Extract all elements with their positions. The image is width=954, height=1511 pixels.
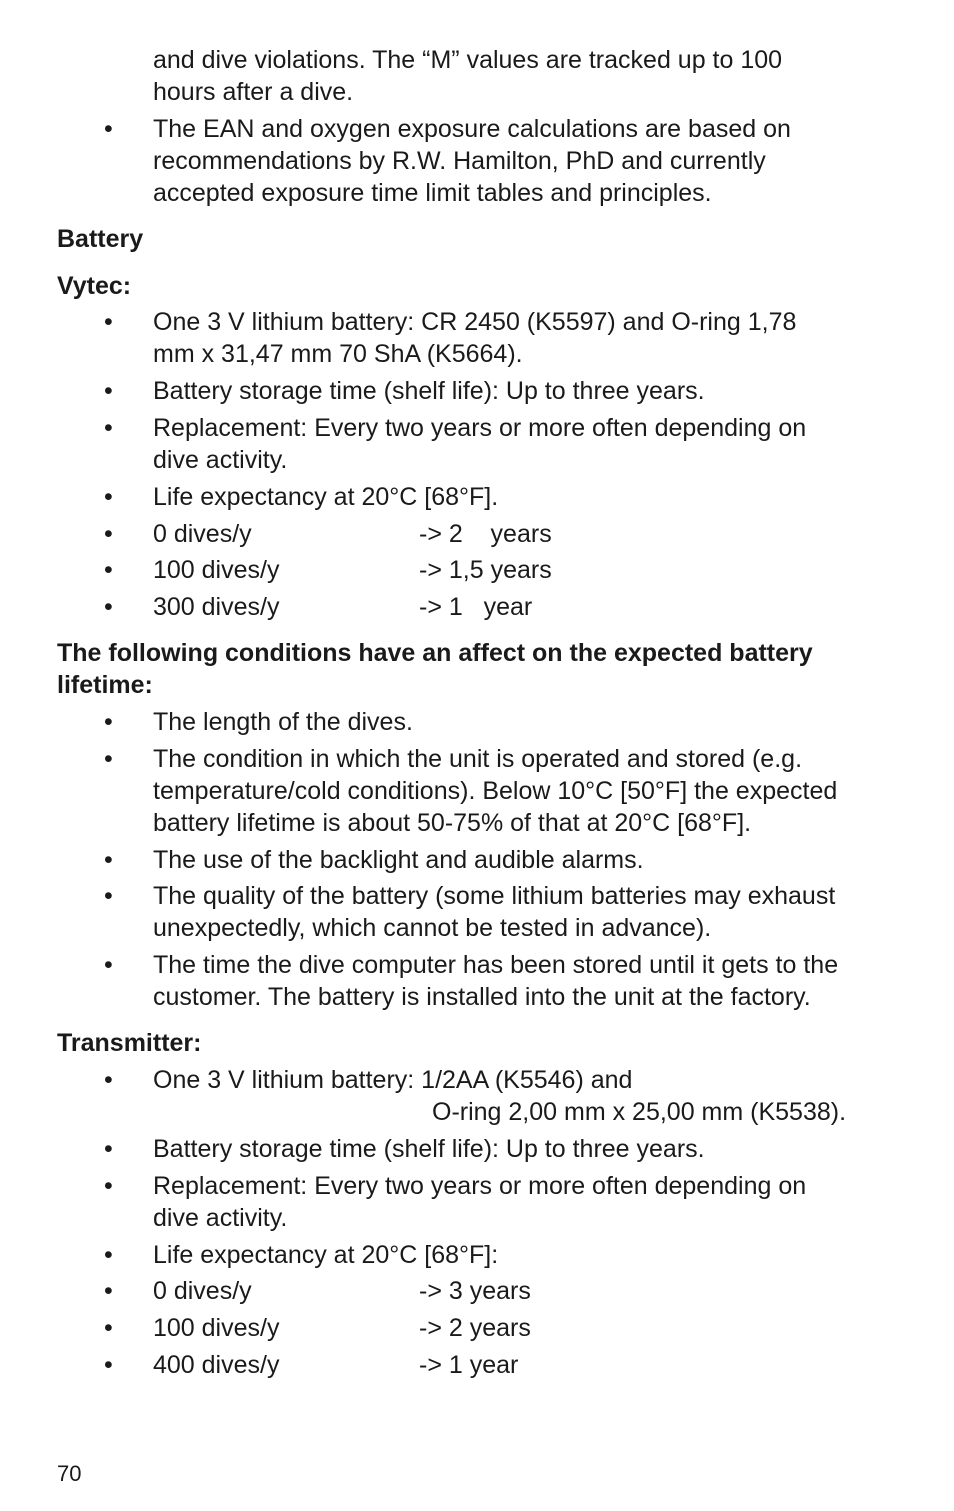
dives-per-year: 100 dives/y	[153, 1314, 280, 1342]
bullet-icon: •	[104, 414, 113, 442]
bullet-icon: •	[104, 745, 113, 773]
bullet-icon: •	[104, 593, 113, 621]
page-number: 70	[57, 1461, 82, 1486]
bullet-icon: •	[104, 951, 113, 979]
list-item-text: The time the dive computer has been stored until it gets to the	[153, 951, 839, 979]
list-item-text: O-ring 2,00 mm x 25,00 mm (K5538).	[432, 1098, 847, 1126]
list-item-text: The EAN and oxygen exposure calculations are based on	[153, 115, 791, 143]
intro-text: hours after a dive.	[153, 78, 354, 106]
list-item-text: The quality of the battery (some lithium batteries may exhaust	[153, 882, 836, 910]
bullet-icon: •	[104, 1066, 113, 1094]
list-item-text: unexpectedly, which cannot be tested in advance).	[153, 914, 712, 942]
list-item-text: Life expectancy at 20°C [68°F].	[153, 483, 499, 511]
conditions-heading: lifetime:	[57, 671, 153, 699]
bullet-icon: •	[104, 556, 113, 584]
list-item-text: Life expectancy at 20°C [68°F]:	[153, 1241, 499, 1269]
list-item-text: One 3 V lithium battery: 1/2AA (K5546) and	[153, 1066, 633, 1094]
bullet-icon: •	[104, 377, 113, 405]
life-years: -> 1 year	[419, 593, 533, 621]
list-item-text: mm x 31,47 mm 70 ShA (K5664).	[153, 340, 523, 368]
bullet-icon: •	[104, 1241, 113, 1269]
bullet-icon: •	[104, 520, 113, 548]
list-item-text: accepted exposure time limit tables and principles.	[153, 179, 712, 207]
list-item-text: The condition in which the unit is operated and stored (e.g.	[153, 745, 803, 773]
conditions-heading: The following conditions have an affect on the expected battery	[57, 639, 813, 667]
bullet-icon: •	[104, 1351, 113, 1379]
list-item-text: The length of the dives.	[153, 708, 413, 736]
bullet-icon: •	[104, 115, 113, 143]
life-years: -> 1 year	[419, 1351, 519, 1379]
subheading-vytec: Vytec:	[57, 272, 132, 300]
bullet-icon: •	[104, 708, 113, 736]
dives-per-year: 400 dives/y	[153, 1351, 280, 1379]
list-item-text: dive activity.	[153, 446, 288, 474]
bullet-icon: •	[104, 483, 113, 511]
list-item-text: recommendations by R.W. Hamilton, PhD and currently	[153, 147, 766, 175]
list-item-text: Replacement: Every two years or more often depending on	[153, 1172, 807, 1200]
section-heading-battery: Battery	[57, 225, 144, 253]
subheading-transmitter: Transmitter:	[57, 1029, 202, 1057]
dives-per-year: 100 dives/y	[153, 556, 280, 584]
intro-text: and dive violations. The “M” values are tracked up to 100	[153, 46, 783, 74]
bullet-icon: •	[104, 882, 113, 910]
list-item-text: temperature/cold conditions). Below 10°C [50°F] the expected	[153, 777, 838, 805]
list-item-text: battery lifetime is about 50-75% of that at 20°C [68°F].	[153, 809, 752, 837]
bullet-icon: •	[104, 1277, 113, 1305]
life-years: -> 1,5 years	[419, 556, 552, 584]
dives-per-year: 0 dives/y	[153, 520, 252, 548]
bullet-icon: •	[104, 1172, 113, 1200]
list-item-text: Replacement: Every two years or more often depending on	[153, 414, 807, 442]
life-years: -> 3 years	[419, 1277, 531, 1305]
list-item-text: The use of the backlight and audible alarms.	[153, 846, 644, 874]
life-years: -> 2 years	[419, 520, 552, 548]
dives-per-year: 0 dives/y	[153, 1277, 252, 1305]
list-item-text: Battery storage time (shelf life): Up to three years.	[153, 377, 705, 405]
list-item-text: customer. The battery is installed into the unit at the factory.	[153, 983, 811, 1011]
list-item-text: Battery storage time (shelf life): Up to three years.	[153, 1135, 705, 1163]
bullet-icon: •	[104, 846, 113, 874]
dives-per-year: 300 dives/y	[153, 593, 280, 621]
list-item-text: dive activity.	[153, 1204, 288, 1232]
bullet-icon: •	[104, 1314, 113, 1342]
life-years: -> 2 years	[419, 1314, 531, 1342]
bullet-icon: •	[104, 1135, 113, 1163]
bullet-icon: •	[104, 308, 113, 336]
list-item-text: One 3 V lithium battery: CR 2450 (K5597) and O-ring 1,78	[153, 308, 797, 336]
